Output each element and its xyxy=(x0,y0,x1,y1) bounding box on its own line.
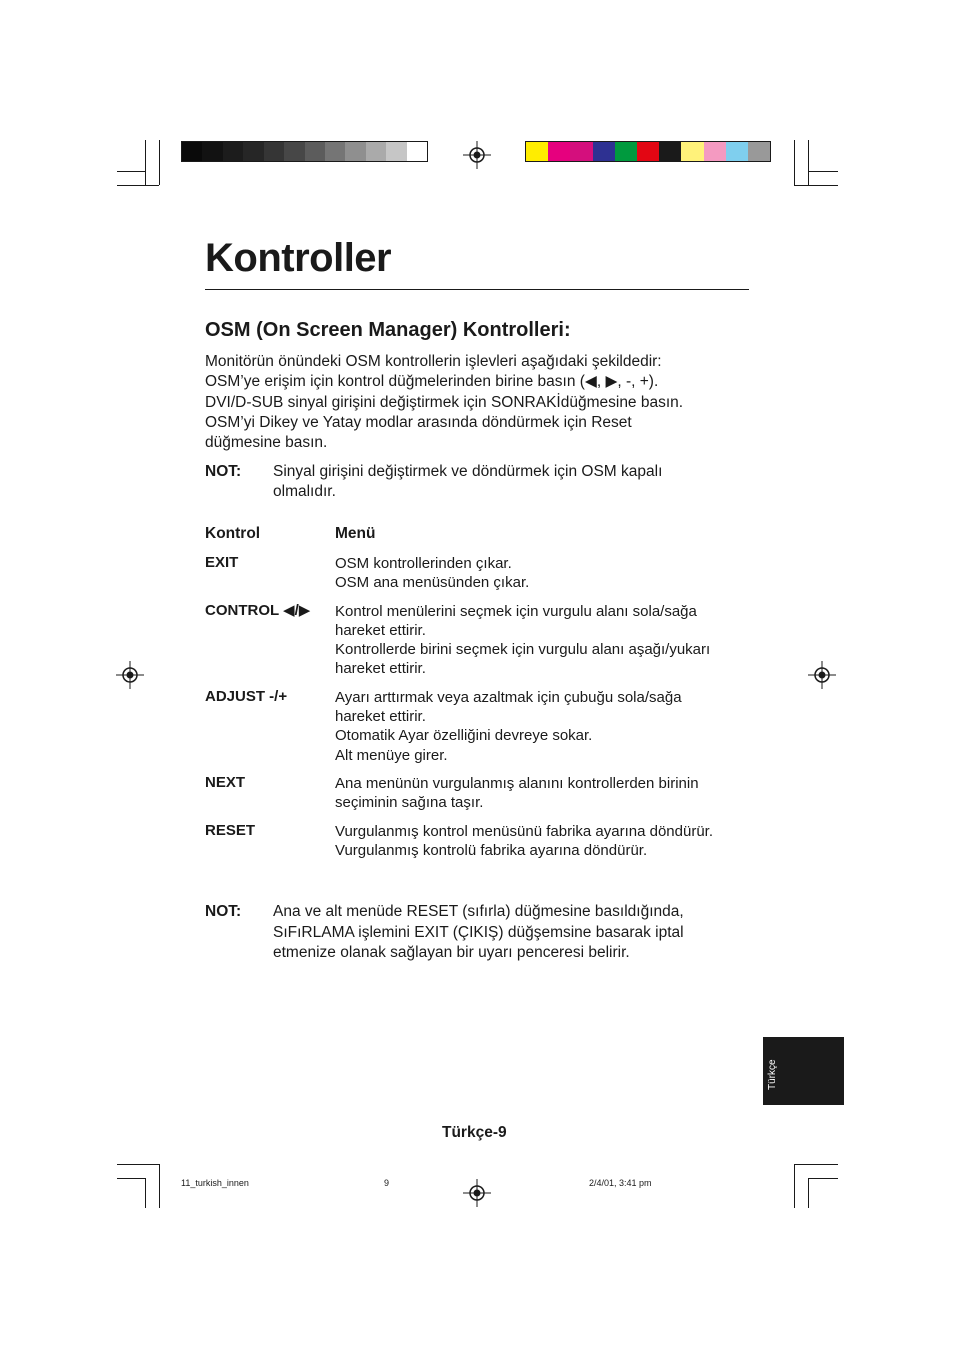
color-swatch xyxy=(570,142,592,161)
color-swatch xyxy=(681,142,703,161)
color-swatch xyxy=(284,142,304,161)
note-line: Sinyal girişini değiştirmek ve döndürmek için OSM kapalı xyxy=(273,463,663,480)
color-swatch xyxy=(325,142,345,161)
column-header-menu: Menü xyxy=(335,525,376,542)
print-slug-file: 11_turkish_innen xyxy=(181,1178,249,1188)
control-description: Kontrol menülerini seçmek için vurgulu alanı sola/sağa xyxy=(335,603,697,620)
note-label: NOT: xyxy=(205,463,242,480)
grayscale-calibration-bar xyxy=(181,141,428,162)
control-description: hareket ettirir. xyxy=(335,708,426,725)
control-description: Otomatik Ayar özelliğini devreye sokar. xyxy=(335,727,593,744)
control-description: OSM ana menüsünden çıkar. xyxy=(335,574,530,591)
intro-line: Monitörün önündeki OSM kontrollerin işlevleri aşağıdaki şekildedir: xyxy=(205,353,662,370)
control-label: NEXT xyxy=(205,774,246,791)
page-title: Kontroller xyxy=(205,236,392,280)
color-swatch xyxy=(366,142,386,161)
control-description: OSM kontrollerinden çıkar. xyxy=(335,555,512,572)
control-description: Ayarı arttırmak veya azaltmak için çubuğu sola/sağa xyxy=(335,689,682,706)
control-label: EXIT xyxy=(205,554,239,571)
color-swatch xyxy=(202,142,222,161)
color-swatch xyxy=(386,142,406,161)
registration-mark-icon xyxy=(463,1179,491,1207)
intro-line: OSM’ye erişim için kontrol düğmelerinden birine basın (◀, ▶, -, +). xyxy=(205,373,659,390)
intro-line: düğmesine basın. xyxy=(205,434,328,451)
color-swatch xyxy=(526,142,548,161)
color-swatch xyxy=(243,142,263,161)
title-divider xyxy=(205,289,749,290)
print-slug-date: 2/4/01, 3:41 pm xyxy=(589,1178,652,1188)
language-tab-label: Türkçe xyxy=(767,1059,778,1090)
intro-line: OSM’yi Dikey ve Yatay modlar arasında döndürmek için Reset xyxy=(205,414,632,431)
note-line: SıFıRLAMA işlemini EXIT (ÇIKIŞ) düğşemsine basarak iptal xyxy=(273,924,684,941)
control-description: Vurgulanmış kontrol menüsünü fabrika ayarına döndürür. xyxy=(335,823,713,840)
color-calibration-bar xyxy=(525,141,771,162)
color-swatch xyxy=(345,142,365,161)
control-description: hareket ettirir. xyxy=(335,660,426,677)
print-slug-page: 9 xyxy=(384,1178,390,1188)
color-swatch xyxy=(305,142,325,161)
registration-mark-icon xyxy=(808,661,836,689)
control-description: Alt menüye girer. xyxy=(335,747,448,764)
registration-mark-icon xyxy=(463,141,491,169)
column-header-control: Kontrol xyxy=(205,525,261,542)
control-description: Ana menünün vurgulanmış alanını kontrollerden birinin xyxy=(335,775,699,792)
note-line: etmenize olanak sağlayan bir uyarı penceresi belirir. xyxy=(273,944,630,961)
control-description: Vurgulanmış kontrolü fabrika ayarına döndürür. xyxy=(335,842,648,859)
note-label: NOT: xyxy=(205,903,242,920)
control-label: ADJUST -/+ xyxy=(205,688,288,705)
section-title: OSM (On Screen Manager) Kontrolleri: xyxy=(205,319,571,341)
color-swatch xyxy=(223,142,243,161)
note-line: olmalıdır. xyxy=(273,483,336,500)
color-swatch xyxy=(593,142,615,161)
color-swatch xyxy=(182,142,202,161)
registration-mark-icon xyxy=(116,661,144,689)
color-swatch xyxy=(548,142,570,161)
color-swatch xyxy=(264,142,284,161)
intro-line: DVI/D-SUB sinyal girişini değiştirmek için SONRAKİdüğmesine basın. xyxy=(205,394,684,411)
color-swatch xyxy=(726,142,748,161)
control-description: Kontrollerde birini seçmek için vurgulu alanı aşağı/yukarı xyxy=(335,641,711,658)
color-swatch xyxy=(615,142,637,161)
control-description: seçiminin sağına taşır. xyxy=(335,794,484,811)
color-swatch xyxy=(704,142,726,161)
color-swatch xyxy=(407,142,427,161)
control-description: hareket ettirir. xyxy=(335,622,426,639)
page-number: Türkçe-9 xyxy=(442,1124,507,1141)
color-swatch xyxy=(748,142,770,161)
control-label: CONTROL ◀/▶ xyxy=(205,602,311,619)
note-line: Ana ve alt menüde RESET (sıfırla) düğmesine basıldığında, xyxy=(273,903,684,920)
control-label: RESET xyxy=(205,822,256,839)
color-swatch xyxy=(637,142,659,161)
color-swatch xyxy=(659,142,681,161)
